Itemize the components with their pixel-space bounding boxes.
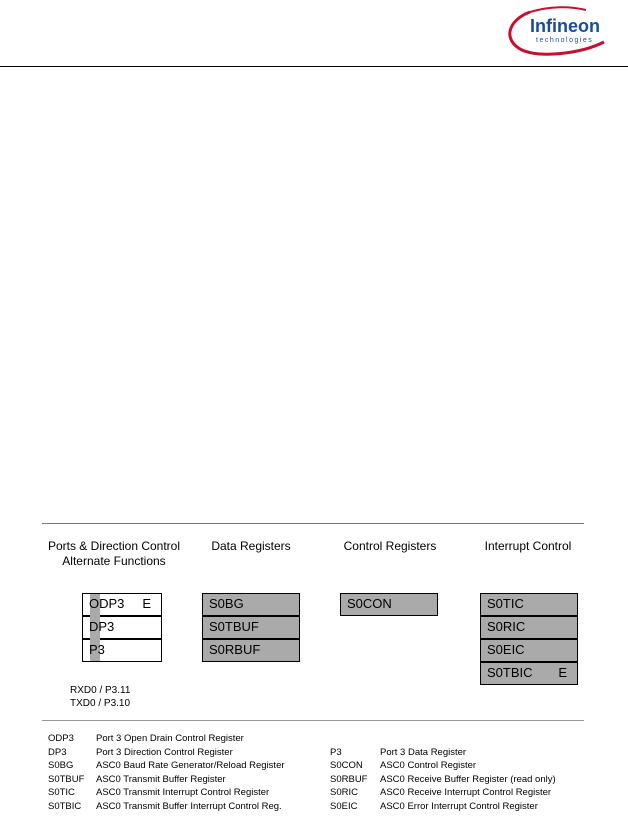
header-rule: [0, 66, 628, 67]
legend-desc: Port 3 Open Drain Control Register: [96, 733, 244, 744]
register-label-overlay: ODP3: [89, 596, 125, 611]
register-s0tbic: [480, 662, 578, 685]
register-flag: E: [142, 596, 151, 611]
legend-left: [48, 733, 318, 813]
legend-abbr: S0TBIC: [48, 800, 82, 812]
legend-abbr: S0TIC: [48, 787, 75, 798]
pin-label-rxd0: RXD0 / P3.11: [70, 685, 131, 696]
col-title-ports: [44, 539, 184, 569]
infineon-logo: [500, 4, 610, 56]
register-s0bg: [202, 593, 300, 616]
legend-abbr: S0RIC: [330, 787, 358, 798]
legend-desc: ASC0 Receive Buffer Register (read only): [380, 773, 556, 785]
legend-row: [48, 801, 318, 814]
legend-abbr: P3: [330, 746, 342, 758]
register-label: S0TIC: [487, 596, 524, 611]
legend-row: [330, 760, 580, 773]
legend-row: [48, 733, 318, 746]
logo-name: Infineon: [530, 16, 600, 36]
legend-row: [330, 787, 580, 800]
legend-row: [48, 760, 318, 773]
register-label: S0CON: [347, 596, 392, 611]
register-s0ric: [480, 616, 578, 639]
legend-right: [330, 747, 580, 814]
legend-desc: ASC0 Transmit Buffer Interrupt Control Reg.: [96, 800, 282, 812]
col-title-ports-line1: Ports & Direction Control: [47, 539, 181, 553]
legend-row: [48, 774, 318, 787]
figure-top-rule: [42, 523, 584, 524]
legend-desc: ASC0 Baud Rate Generator/Reload Register: [96, 760, 285, 771]
register-s0rbuf: [202, 639, 300, 662]
legend-desc: Port 3 Data Register: [380, 746, 467, 758]
register-flag: E: [558, 665, 567, 680]
register-s0tic: [480, 593, 578, 616]
register-s0tbuf: [202, 616, 300, 639]
legend-desc: ASC0 Receive Interrupt Control Register: [380, 787, 552, 798]
legend-abbr: S0CON: [330, 760, 363, 771]
legend-desc: ASC0 Transmit Interrupt Control Register: [96, 787, 270, 798]
legend-abbr: S0EIC: [330, 800, 358, 812]
legend-desc: ASC0 Control Register: [380, 760, 477, 771]
legend-abbr: S0TBUF: [48, 773, 85, 785]
logo-tagline: technologies: [536, 37, 594, 44]
register-label: S0RBUF: [209, 642, 261, 657]
legend-row: [330, 747, 580, 760]
register-label: S0TBIC: [487, 665, 533, 680]
legend-desc: ASC0 Transmit Buffer Register: [96, 773, 226, 785]
legend-row: [48, 747, 318, 760]
col-title-data: Data Registers: [211, 539, 291, 553]
register-label: S0BG: [209, 596, 244, 611]
register-label: S0RIC: [487, 619, 526, 634]
register-label: S0EIC: [487, 642, 525, 657]
legend-abbr: DP3: [48, 746, 67, 758]
legend-row: [330, 801, 580, 814]
pin-label-txd0: TXD0 / P3.10: [70, 698, 131, 709]
register-s0con: [340, 593, 438, 616]
figure-mid-rule: [42, 720, 584, 721]
legend-abbr: ODP3: [48, 733, 74, 744]
col-title-control: Control Registers: [343, 539, 437, 553]
legend-row: [330, 774, 580, 787]
register-label-overlay: P3: [89, 642, 105, 657]
register-label-overlay: DP3: [89, 619, 115, 634]
legend-desc: Port 3 Direction Control Register: [96, 746, 233, 758]
legend-abbr: S0RBUF: [330, 773, 368, 785]
legend-row: [48, 787, 318, 800]
col-title-ports-line2: Alternate Functions: [62, 554, 166, 568]
legend-desc: ASC0 Error Interrupt Control Register: [380, 800, 538, 812]
register-label: S0TBUF: [209, 619, 259, 634]
port-bit-shading: [90, 594, 100, 661]
register-s0eic: [480, 639, 578, 662]
legend-abbr: S0BG: [48, 760, 74, 771]
col-title-interrupt: Interrupt Control: [484, 539, 572, 553]
